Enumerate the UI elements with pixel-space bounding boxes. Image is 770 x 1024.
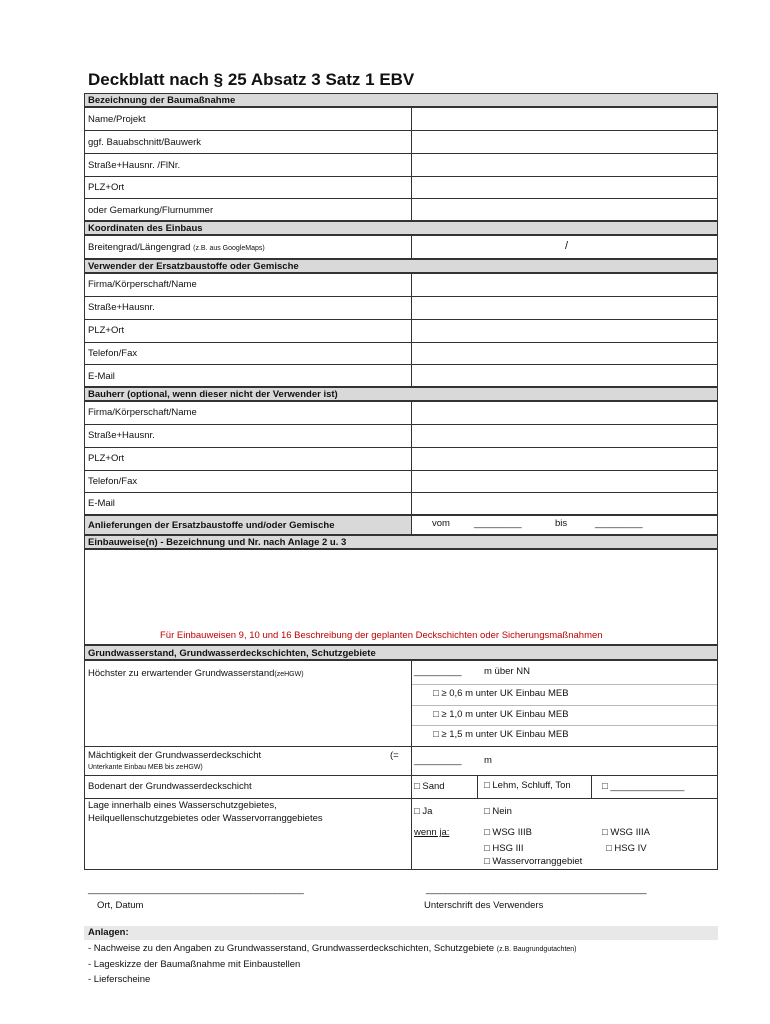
einbauweise-note: Für Einbauweisen 9, 10 und 16 Beschreibung der geplanten Deckschichten oder Sicherungsmaßnahmen: [160, 630, 603, 641]
maechtigkeit-label: Mächtigkeit der Grundwasserdeckschicht: [88, 750, 262, 761]
field-label-email: E-Mail: [88, 498, 115, 509]
field-label-telefon: Telefon/Fax: [88, 348, 138, 359]
field-label-strasse: Straße+Hausnr. /FlNr.: [88, 160, 181, 171]
checkbox-10m[interactable]: □ ≥ 1,0 m unter UK Einbau MEB: [433, 709, 569, 720]
maechtigkeit-unit: m: [484, 755, 492, 766]
input-name-projekt[interactable]: [413, 108, 716, 129]
anlagen-item-2: - Lageskizze der Baumaßnahme mit Einbaustellen: [88, 959, 301, 970]
maechtigkeit-hint: Unterkante Einbau MEB bis zeHGW): [88, 764, 203, 771]
anlieferungen-bis-label: bis: [555, 518, 568, 529]
field-label-plz-ort: PLZ+Ort: [88, 182, 125, 193]
checkbox-wsg-iiia[interactable]: □ WSG IIIA: [602, 827, 650, 838]
anlagen-header-bar: [84, 926, 718, 940]
field-label-plz-ort: PLZ+Ort: [88, 325, 125, 336]
section-title: Bezeichnung der Baumaßnahme: [88, 95, 236, 106]
section-header-bezeichnung: [84, 93, 718, 107]
input-gemarkung[interactable]: [413, 199, 716, 220]
checkbox-lehm[interactable]: □ Lehm, Schluff, Ton: [484, 780, 571, 791]
section-header-grundwasser: [84, 645, 718, 660]
hgw-label-text: Höchster zu erwartender Grundwasserstand: [88, 668, 275, 679]
anlieferungen-bis-input[interactable]: _________: [595, 518, 643, 529]
anlieferungen-vom-input[interactable]: _________: [474, 518, 522, 529]
checkbox-06m[interactable]: □ ≥ 0,6 m unter UK Einbau MEB: [433, 688, 569, 699]
checkbox-wsg-iiib[interactable]: □ WSG IIIB: [484, 827, 532, 838]
unterschrift-label: Unterschrift des Verwenders: [424, 900, 544, 911]
anlieferungen-vom-label: vom: [432, 518, 450, 529]
checkbox-hsg-iv[interactable]: □ HSG IV: [606, 843, 647, 854]
input-strasse[interactable]: [413, 154, 716, 175]
input-bauherr-strasse[interactable]: [413, 425, 716, 446]
input-verwender-firma[interactable]: [413, 274, 716, 295]
input-bauherr-email[interactable]: [413, 493, 716, 514]
field-label-email: E-Mail: [88, 371, 115, 382]
anlagen-item-3: - Lieferscheine: [88, 974, 151, 985]
section-header-bauherr: [84, 387, 718, 401]
section-title: Koordinaten des Einbaus: [88, 223, 203, 234]
section-title: Einbauweise(n) - Bezeichnung und Nr. nach Anlage 2 u. 3: [88, 537, 347, 548]
hgw-unit: m über NN: [484, 666, 530, 677]
hgw-hint: (zeHGW): [274, 671, 304, 678]
lage-label-1: Lage innerhalb eines Wasserschutzgebietes,: [88, 800, 277, 811]
field-label-strasse: Straße+Hausnr.: [88, 430, 155, 441]
field-label-firma: Firma/Körperschaft/Name: [88, 407, 197, 418]
field-label-name-projekt: Name/Projekt: [88, 114, 146, 125]
field-label-koordinaten: [88, 242, 265, 253]
checkbox-sand[interactable]: □ Sand: [414, 781, 445, 792]
input-bauherr-firma[interactable]: [413, 402, 716, 423]
section-header-koordinaten: [84, 221, 718, 235]
wenn-ja-label: wenn ja:: [414, 827, 450, 838]
checkbox-nein[interactable]: □ Nein: [484, 806, 512, 817]
anlagen-item-1-text: - Nachweise zu den Angaben zu Grundwasserstand, Grundwasserdeckschichten, Schutzgebiete: [88, 943, 495, 954]
input-verwender-strasse[interactable]: [413, 297, 716, 318]
page-title: Deckblatt nach § 25 Absatz 3 Satz 1 EBV: [88, 70, 415, 89]
field-label-gemarkung: oder Gemarkung/Flurnummer: [88, 205, 214, 216]
input-laengengrad[interactable]: [573, 236, 716, 258]
field-label-strasse: Straße+Hausnr.: [88, 302, 155, 313]
input-bauherr-telefon[interactable]: [413, 471, 716, 491]
maechtigkeit-input[interactable]: _________: [414, 755, 462, 766]
input-plz-ort[interactable]: [413, 177, 716, 197]
hgw-input[interactable]: _________: [414, 666, 462, 677]
input-verwender-telefon[interactable]: [413, 343, 716, 363]
anlieferungen-label: Anlieferungen der Ersatzbaustoffe und/oder Gemische: [88, 520, 335, 531]
section-header-verwender: [84, 259, 718, 273]
hgw-label: [88, 668, 304, 679]
input-breitengrad[interactable]: [413, 236, 561, 258]
signature-line-ort-datum[interactable]: _____________________________________________: [88, 884, 304, 895]
anlagen-title: Anlagen:: [88, 927, 129, 938]
input-verwender-email[interactable]: [413, 365, 716, 386]
maechtigkeit-eq: (=: [390, 750, 399, 761]
field-label-plz-ort: PLZ+Ort: [88, 453, 125, 464]
section-header-einbauweise: [84, 535, 718, 549]
bodenart-label: Bodenart der Grundwasserdeckschicht: [88, 781, 252, 792]
checkbox-15m[interactable]: □ ≥ 1,5 m unter UK Einbau MEB: [433, 729, 569, 740]
checkbox-wasservorranggebiet[interactable]: □ Wasservorranggebiet: [484, 856, 583, 867]
field-label-firma: Firma/Körperschaft/Name: [88, 279, 197, 290]
field-label-bauabschnitt: ggf. Bauabschnitt/Bauwerk: [88, 137, 202, 148]
koordinaten-hint: (z.B. aus GoogleMaps): [193, 245, 265, 252]
ort-datum-label: Ort, Datum: [97, 900, 144, 911]
signature-line-unterschrift[interactable]: ______________________________________________: [426, 884, 647, 895]
input-verwender-plz-ort[interactable]: [413, 320, 716, 341]
anlagen-item-1-hint: (z.B. Baugrundgutachten): [496, 946, 577, 953]
koordinaten-separator: /: [565, 240, 569, 252]
checkbox-ja[interactable]: □ Ja: [414, 806, 433, 817]
field-label-telefon: Telefon/Fax: [88, 476, 138, 487]
section-title: Verwender der Ersatzbaustoffe oder Gemische: [88, 261, 299, 272]
koordinaten-label: Breitengrad/Längengrad: [88, 242, 191, 253]
lage-label-2: Heilquellenschutzgebietes oder Wasservorranggebietes: [88, 813, 323, 824]
checkbox-hsg-iii[interactable]: □ HSG III: [484, 843, 524, 854]
section-title: Bauherr (optional, wenn dieser nicht der Verwender ist): [88, 389, 338, 400]
checkbox-bodenart-other[interactable]: □ ______________: [602, 781, 685, 792]
section-title: Grundwasserstand, Grundwasserdeckschichten, Schutzgebiete: [88, 648, 376, 659]
input-bauherr-plz-ort[interactable]: [413, 448, 716, 469]
input-bauabschnitt[interactable]: [413, 131, 716, 152]
anlagen-item-1: [88, 943, 577, 954]
